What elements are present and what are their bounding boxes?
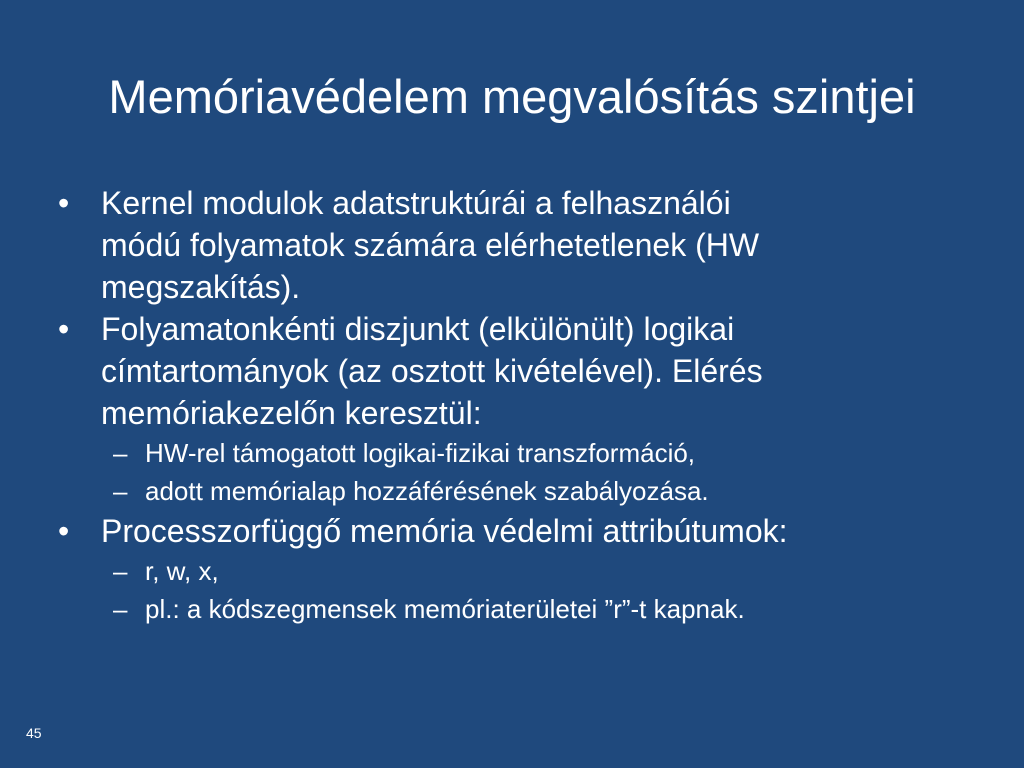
bullet-line: módú folyamatok számára elérhetetlenek (HW: [101, 227, 760, 263]
sub-bullet-item: [101, 434, 958, 472]
bullet-line: Processzorfüggő memória védelmi attribútumok:: [101, 513, 788, 549]
bullet-line: memóriakezelőn keresztül:: [101, 395, 482, 431]
bullet-line: címtartományok (az osztott kivételével). Elérés: [101, 353, 763, 389]
bullet-list: [58, 182, 958, 628]
sub-bullet-list: [101, 552, 958, 628]
sub-bullet-text: r, w, x,: [145, 556, 219, 586]
sub-bullet-text: adott memórialap hozzáférésének szabályozása.: [145, 476, 709, 506]
dash-icon: –: [113, 594, 128, 624]
bullet-item: [58, 182, 958, 308]
sub-bullet-text: HW-rel támogatott logikai-fizikai transzformáció,: [145, 438, 696, 468]
sub-bullet-item: [101, 590, 958, 628]
slide-title: Memóriavédelem megvalósítás szintjei: [108, 70, 916, 123]
dash-icon: –: [113, 556, 128, 586]
sub-bullet-list: [101, 434, 958, 510]
sub-bullet-text: pl.: a kódszegmensek memóriaterületei ”r”-t kapnak.: [145, 594, 745, 624]
bullet-line: Folyamatonkénti diszjunkt (elkülönült) logikai: [101, 311, 735, 347]
sub-bullet-item: [101, 472, 958, 510]
bullet-line: megszakítás).: [101, 269, 301, 305]
page-number: 45: [26, 725, 42, 741]
bullet-icon: •: [58, 185, 70, 221]
bullet-item: [58, 510, 958, 628]
sub-bullet-item: [101, 552, 958, 590]
dash-icon: –: [113, 438, 128, 468]
bullet-line: Kernel modulok adatstruktúrái a felhasználói: [101, 185, 731, 221]
bullet-icon: •: [58, 311, 70, 347]
bullet-item: [58, 308, 958, 510]
dash-icon: –: [113, 476, 128, 506]
bullet-icon: •: [58, 513, 70, 549]
